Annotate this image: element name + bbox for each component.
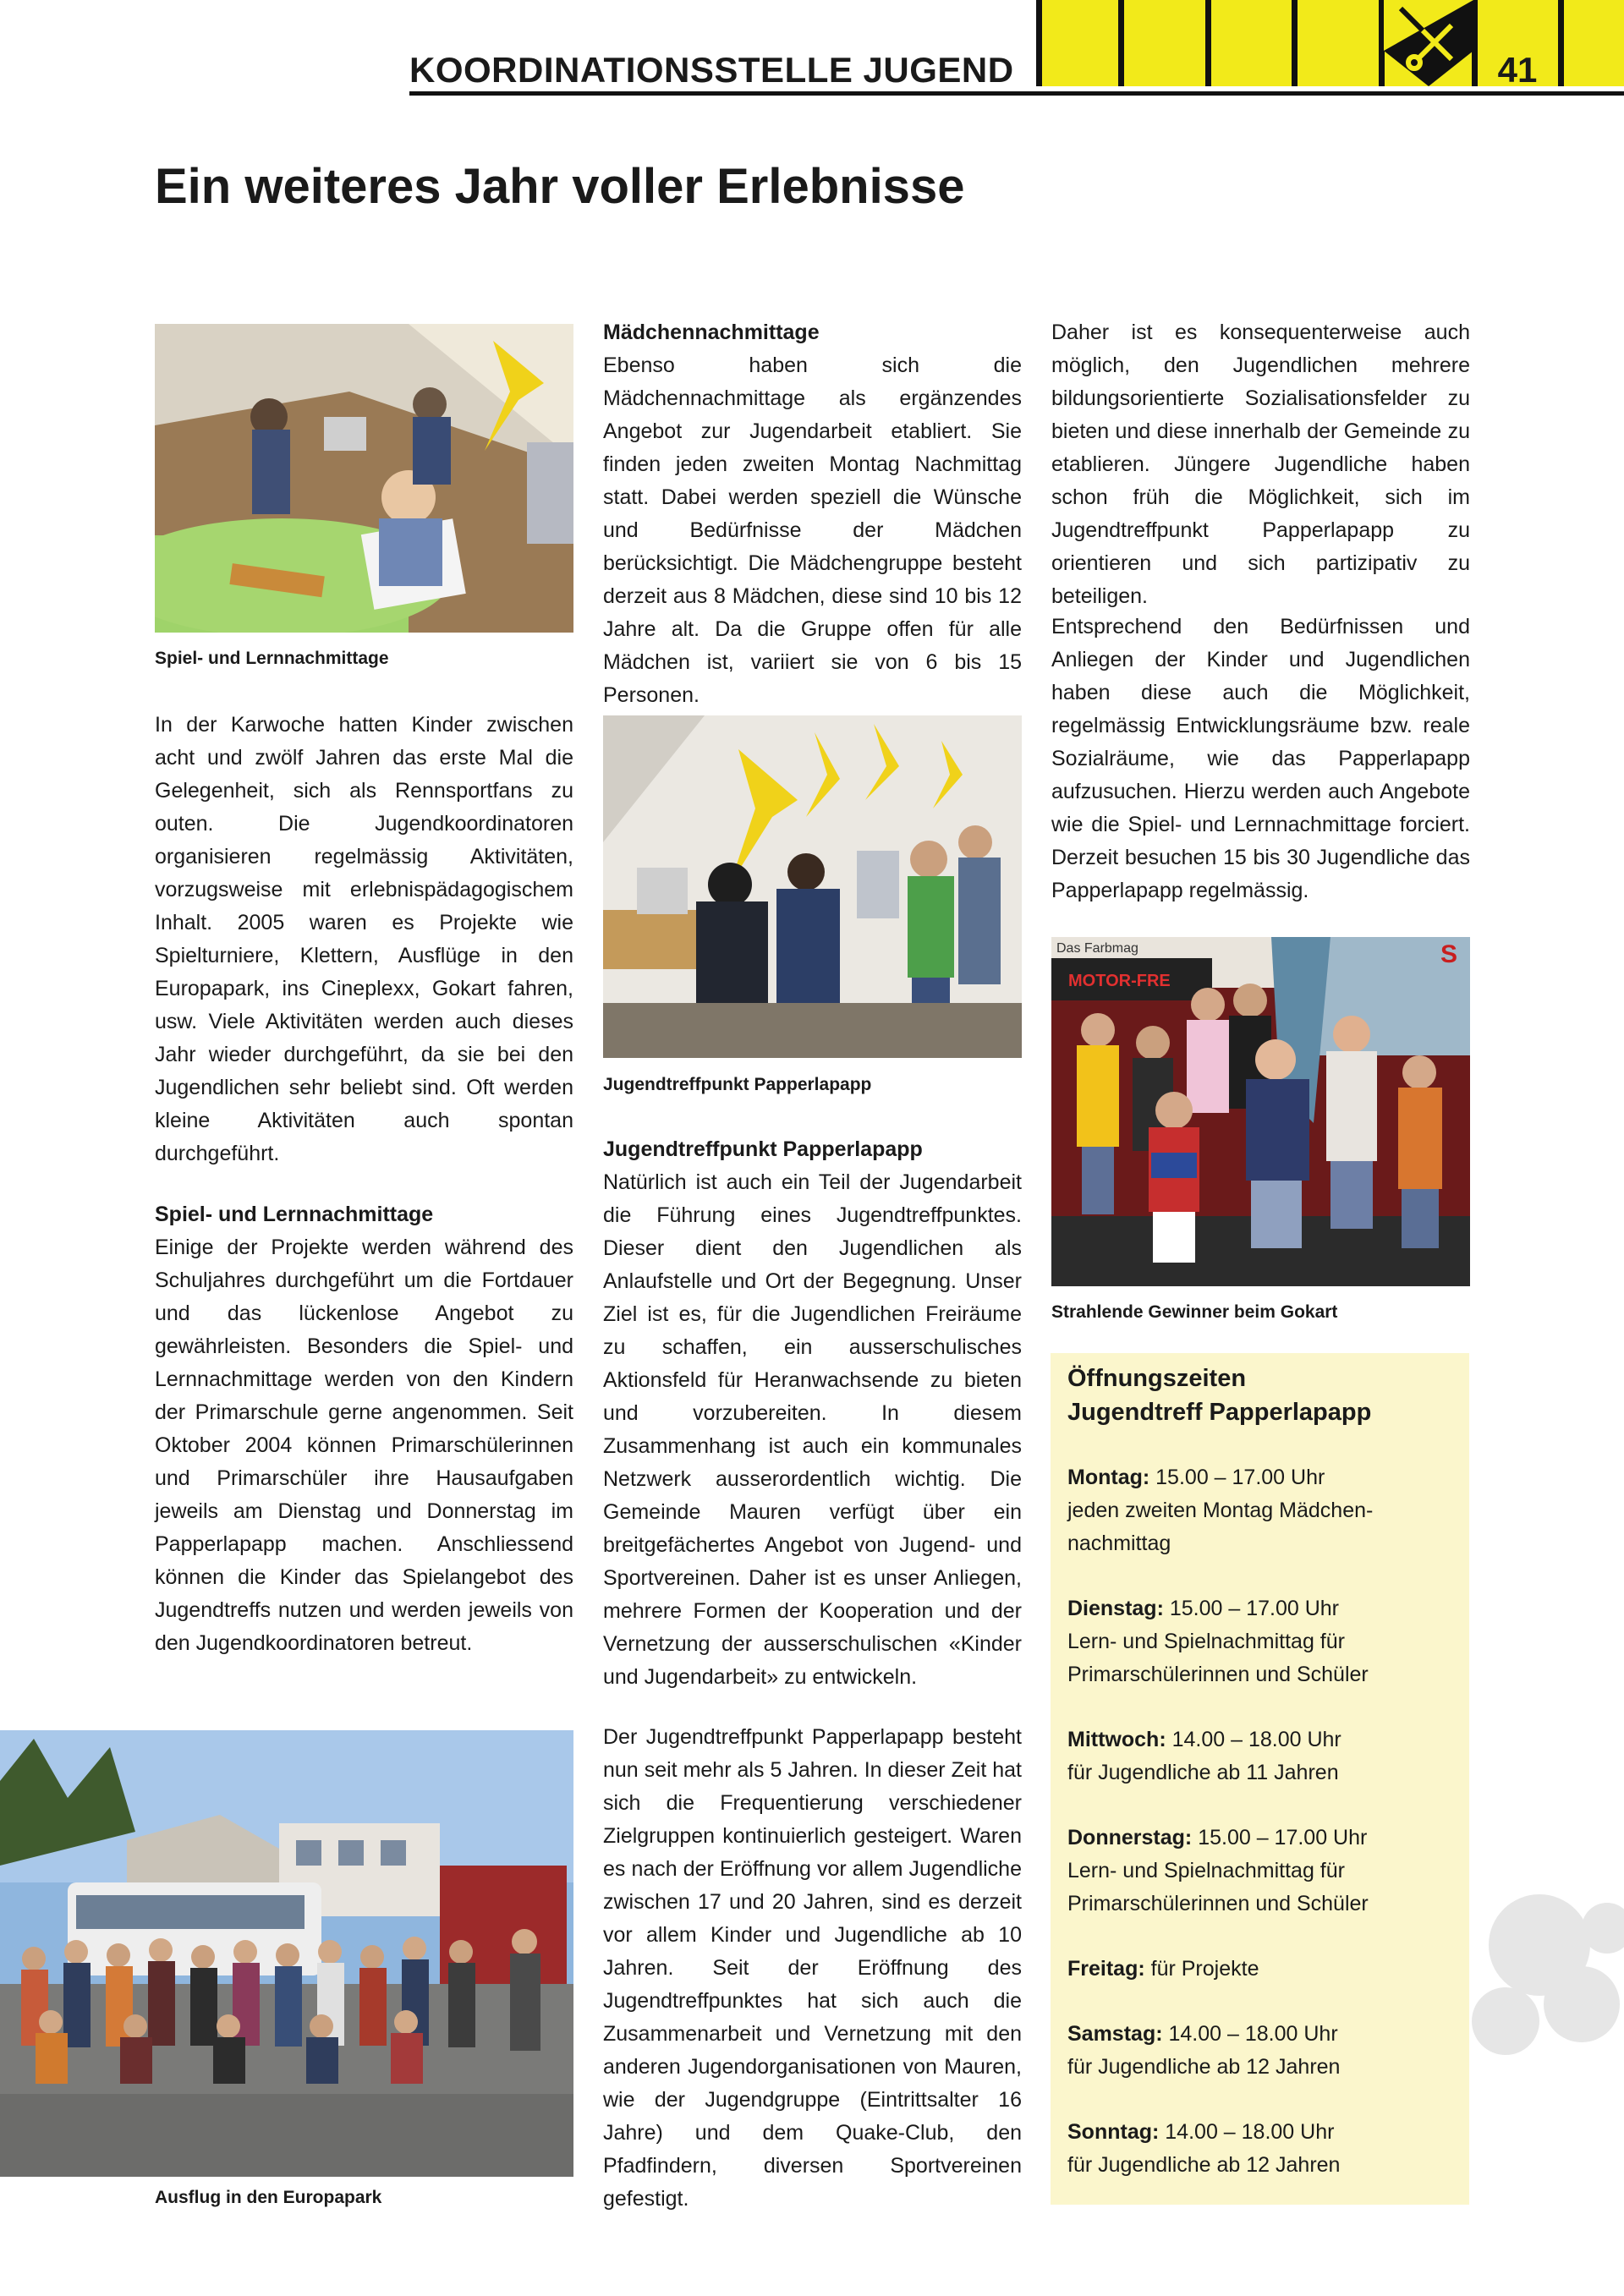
photo-classroom [155,324,573,633]
opening-hours-time: 14.00 – 18.00 Uhr [1171,1728,1341,1751]
subheading: Spiel- und Lernnachmittage [155,1203,434,1226]
photo-group-europapark [0,1730,573,2177]
photo-sign-text: Das Farbmag [1056,941,1138,956]
opening-hours-day: Sonntag: [1067,2120,1160,2144]
header-bar [1205,0,1211,86]
body-paragraph: Entsprechend den Bedürfnissen und Anliegen der Kinder und Jugendlichen haben diese auch die Möglichkeit, regelmässig Entwicklungsräume bzw. reale Sozialräume, wie das Papperlapapp aufzusuchen. Hierzu werden auch Angebote wie die Spiel- und Lernnachmittage forciert. Derzeit besuchen 15 bis 30 Jugendliche das Papperlapapp regelmässig. [1051,615,1470,902]
opening-hours-entry [1067,2018,1457,2084]
opening-hours-day: Freitag: [1067,1957,1145,1981]
opening-hours-day: Montag: [1067,1466,1150,1489]
opening-hours-time: 15.00 – 17.00 Uhr [1198,1826,1368,1849]
opening-hours-day: Dienstag: [1067,1597,1164,1620]
opening-hours-entry [1067,1461,1457,1560]
page-number: 41 [1497,50,1538,90]
header-rule [409,91,1624,96]
opening-hours-entry [1067,1953,1457,1986]
opening-hours-box [1051,1353,1469,2205]
decorative-splash [1438,1877,1624,2080]
body-paragraph: In der Karwoche hatten Kinder zwischen acht und zwölf Jahren das erste Mal die Gelegenheit, sich als Rennsportfans zu outen. Die Jugendkoordinatoren organisieren regelmässig Aktivitäten, vorzugsweise mit erlebnispädagogischem Inhalt. 2005 waren es Projekte wie Spielturniere, Klettern, Ausflüge in den Europapark, ins Cineplexx, Gokart fahren, usw. Viele Aktivitäten werden auch dieses Jahr wieder durchgeführt, da sie bei den Jugendlichen sehr beliebt sind. Oft werden kleine Aktivitäten auch spontan durchgeführt. [155,713,573,1165]
subheading: Mädchennachmittage [603,321,820,344]
opening-hours-entry [1067,1723,1457,1789]
opening-hours-title: Öffnungszeiten [1067,1365,1247,1392]
opening-hours-day: Donnerstag: [1067,1826,1193,1849]
photo-caption: Jugendtreffpunkt Papperlapapp [603,1075,872,1094]
page-title: Ein weiteres Jahr voller Erlebnisse [155,159,965,214]
photo-caption: Spiel- und Lernnachmittage [155,649,389,668]
opening-hours-description: für Jugendliche ab 12 Jahren [1067,2055,1341,2079]
opening-hours-time: für Projekte [1150,1957,1259,1981]
opening-hours-entry [1067,1822,1457,1921]
header-bar [1558,0,1564,86]
header-bar [1036,0,1042,86]
body-paragraph: Der Jugendtreffpunkt Papperlapapp besteht nun seit mehr als 5 Jahren. In dieser Zeit hat sich die Frequentierung verschiedener Zielgruppen kontinuierlich gesteigert. Waren es nach der Eröffnung vor allem Jugendliche zwischen 17 und 20 Jahren, sind es derzeit vor allem Kinder und Jugendliche ab 10 Jahren. Seit der Eröffnung des Jugendtreffpunktes hat sich auch die Zusammenarbeit und Vernetzung mit den anderen Jugendorganisationen von Mauren, wie der Jugendgruppe (Eintrittsalter 16 Jahre) und dem Quake-Club, den Pfadfindern, diversen Sportvereinen gefestigt. [603,1725,1022,2211]
opening-hours-description: für Jugendliche ab 12 Jahren [1067,2153,1341,2177]
photo-gokart-winners [1051,937,1470,1286]
opening-hours-time: 14.00 – 18.00 Uhr [1165,2120,1335,2144]
header-bar [1118,0,1124,86]
opening-hours-subtitle: Jugendtreff Papperlapapp [1067,1399,1372,1426]
subheading: Jugendtreffpunkt Papperlapapp [603,1137,923,1161]
body-paragraph: Ebenso haben sich die Mädchennachmittage als ergänzendes Angebot zur Jugendarbeit etabliert. Sie finden jeden zweiten Montag Nachmittag statt. Dabei werden speziell die Wünsche und Bedürfnisse der Mädchen berücksichtigt. Die Mädchengruppe besteht derzeit aus 8 Mädchen, diese sind 10 bis 12 Jahre alt. Da die Gruppe offen für alle Mädchen ist, variiert sie von 6 bis 15 Personen. [603,353,1022,707]
opening-hours-time: 14.00 – 18.00 Uhr [1168,2022,1338,2046]
opening-hours-description: für Jugendliche ab 11 Jahren [1067,1761,1339,1784]
opening-hours-list [1067,1461,1457,2182]
opening-hours-time: 15.00 – 17.00 Uhr [1155,1466,1325,1489]
photo-sign-text: MOTOR-FRE [1068,972,1171,990]
body-paragraph: Daher ist es konsequenterweise auch möglich, den Jugendlichen mehrere bildungsorientierte Sozialisationsfelder zu bieten und diese innerhalb der Gemeinde zu etablieren. Jüngere Jugendliche haben schon früh die Möglichkeit, sich im Jugendtreffpunkt Papperlapapp zu orientieren und sich partizipativ zu beteiligen. [1051,321,1470,608]
photo-caption: Ausflug in den Europapark [155,2188,382,2207]
opening-hours-day: Mittwoch: [1067,1728,1166,1751]
coat-of-arms-icon [1384,0,1473,86]
opening-hours-description: jeden zweiten Montag Mädchennachmittag [1067,1499,1374,1555]
photo-caption: Strahlende Gewinner beim Gokart [1051,1302,1338,1322]
section-title: KOORDINATIONSSTELLE JUGEND [409,50,1014,90]
body-paragraph: Natürlich ist auch ein Teil der Jugendarbeit die Führung eines Jugendtreffpunktes. Dieser dient den Jugendlichen als Anlaufstelle und Ort der Begegnung. Unser Ziel ist es, für die Jugendlichen Freiräume zu schaffen, ein ausserschulisches Aktionsfeld für Heranwachsende zu bieten und vorzubereiten. In diesem Zusammenhang ist auch ein kommunales Netzwerk ausserordentlich wichtig. Die Gemeinde Mauren verfügt über ein breitgefächertes Angebot von Jugend- und Sportvereinen. Daher ist es unser Anliegen, mehrere Formen der Kooperation und der Vernetzung der ausserschulischen «Kinder und Jugendarbeit» zu entwickeln. [603,1170,1022,1689]
body-paragraph: Einige der Projekte werden während des Schuljahres durchgeführt um die Fortdauer und das lückenlose Angebot zu gewährleisten. Besonders die Spiel- und Lernnachmittage werden von den Kindern der Primarschule gerne angenommen. Seit Oktober 2004 können Primarschülerinnen und Primarschüler ihre Hausaufgaben jeweils am Dienstag und Donnerstag im Papperlapapp machen. Anschliessend können die Kinder das Spielangebot des Jugendtreffs nutzen und werden jeweils von den Jugendkoordinatoren betreut. [155,1236,573,1655]
opening-hours-description: Lern- und Spielnachmittag für Primarschülerinnen und Schüler [1067,1630,1369,1686]
opening-hours-entry [1067,2116,1457,2182]
photo-youth-centre [603,715,1022,1058]
photo-sign-text: S [1440,940,1458,968]
header-bar [1292,0,1298,86]
opening-hours-time: 15.00 – 17.00 Uhr [1169,1597,1340,1620]
opening-hours-entry [1067,1592,1457,1691]
opening-hours-day: Samstag: [1067,2022,1163,2046]
opening-hours-description: Lern- und Spielnachmittag für Primarschülerinnen und Schüler [1067,1859,1369,1915]
